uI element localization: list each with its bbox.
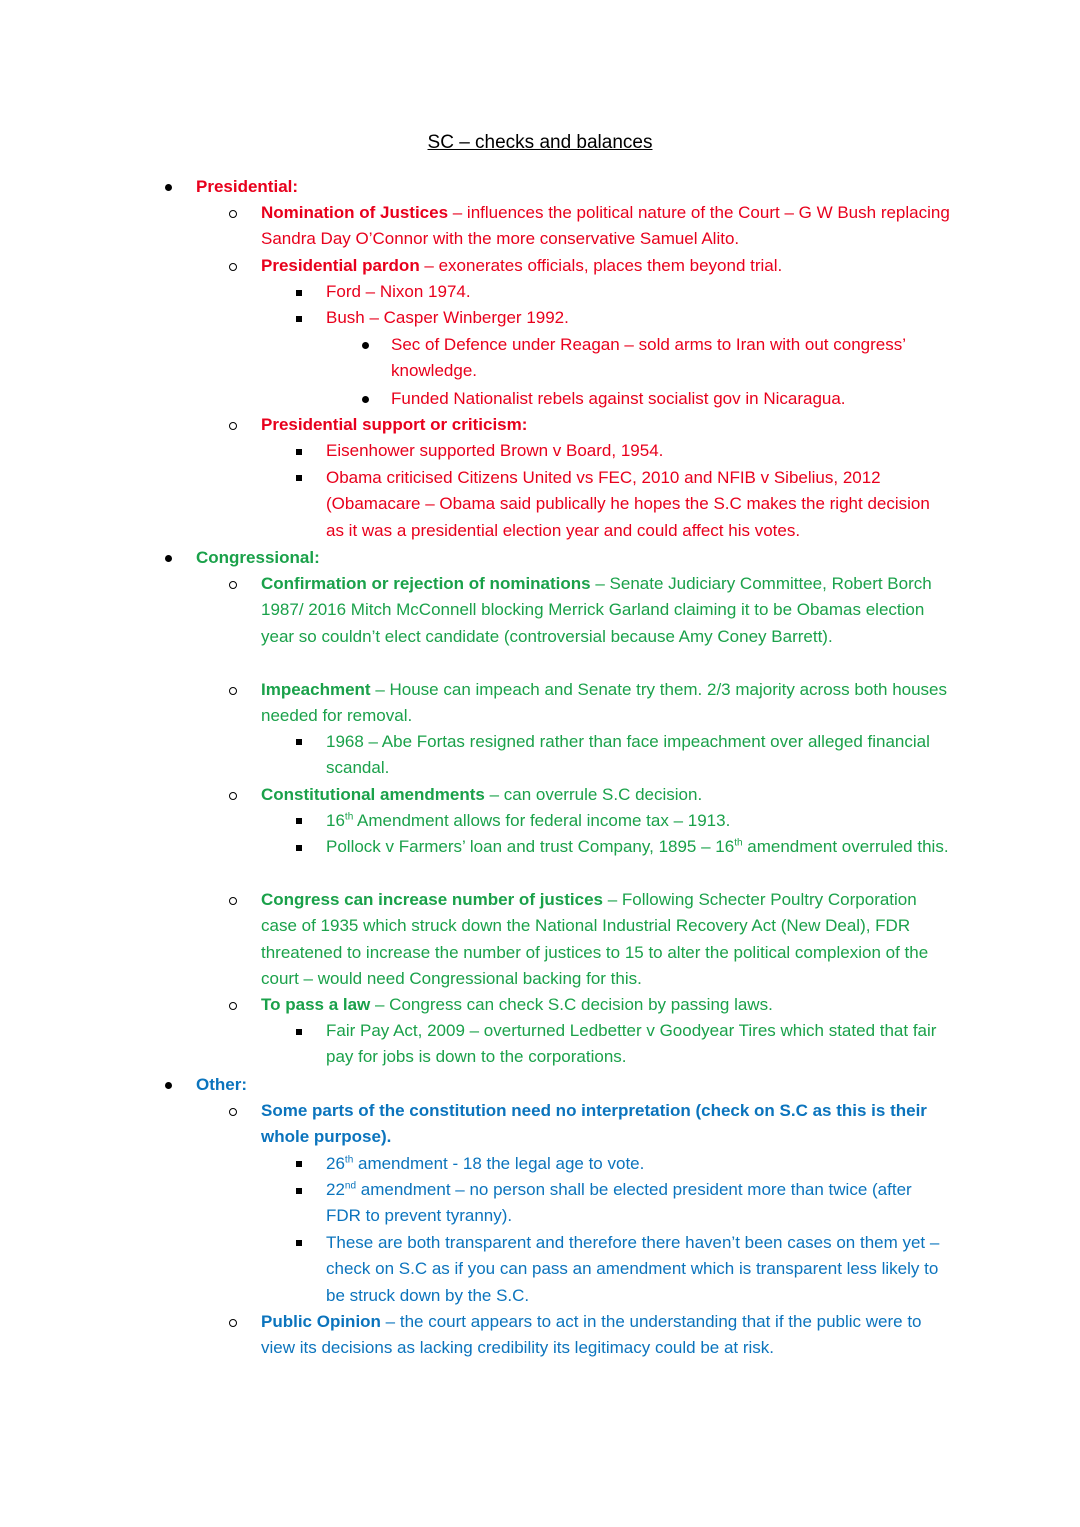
square-bullet-icon xyxy=(296,1029,302,1035)
circle-bullet-icon xyxy=(229,687,237,695)
amendment-number: 16 xyxy=(326,811,345,830)
bullet-icon xyxy=(362,342,369,349)
item-confirmation xyxy=(261,571,951,650)
subitem-transparent: These are both transparent and therefore there haven’t been cases on them yet – check on S.C as if you can pass an amendment which is transparent less likely to be struck down by the S.C. xyxy=(326,1233,940,1305)
section-heading-presidential: Presidential: xyxy=(196,177,299,196)
subitem-twentysixth xyxy=(326,1151,951,1177)
item-text: – Senate Judiciary Committee, Robert Borch 1987/ 2016 Mitch McConnell blocking Merrick Garland claiming it to be Obamas election year so couldn’t elect candidate (controversial because Amy Coney Barrett). xyxy=(261,574,932,646)
item-title: To pass a law xyxy=(261,995,371,1014)
item-text: – influences the political nature of the Court – G W Bush replacing Sandra Day O’Connor with the more conservative Samuel Alito. xyxy=(261,203,950,249)
circle-bullet-icon xyxy=(229,210,237,218)
subitem-ford: Ford – Nixon 1974. xyxy=(326,282,471,301)
bullet-icon xyxy=(165,184,172,191)
item-text: – exonerates officials, places them beyond trial. xyxy=(419,256,783,275)
bullet-icon xyxy=(362,396,369,403)
circle-bullet-icon xyxy=(229,263,237,271)
bullet-icon xyxy=(165,1082,172,1089)
ordinal-suffix: nd xyxy=(344,1180,357,1192)
item-pardon xyxy=(261,253,951,279)
item-text: – Following Schecter Poultry Corporation case of 1935 which struck down the National Industrial Recovery Act (New Deal), FDR threatened to increase the number of justices to 15 to alter the political complexion of the court – would need Congressional backing for this. xyxy=(261,890,929,989)
circle-bullet-icon xyxy=(229,1108,237,1116)
circle-bullet-icon xyxy=(229,792,237,800)
item-text: – Congress can check S.C decision by passing laws. xyxy=(370,995,773,1014)
subitem-text: amendment - 18 the legal age to vote. xyxy=(353,1154,645,1173)
amendment-number: 22 xyxy=(326,1180,345,1199)
item-title: Public Opinion xyxy=(261,1312,381,1331)
item-text: – House can impeach and Senate try them. 2/3 majority across both houses needed for removal. xyxy=(261,680,948,726)
subitem-fairpay: Fair Pay Act, 2009 – overturned Ledbetter v Goodyear Tires which stated that fair pay for jobs is down to the corporations. xyxy=(326,1021,937,1067)
subitem-pollock xyxy=(326,834,951,860)
item-amendments xyxy=(261,782,951,808)
subitem-text: amendment – no person shall be elected president more than twice (after FDR to prevent tyranny). xyxy=(326,1180,912,1226)
square-bullet-icon xyxy=(296,475,302,481)
square-bullet-icon xyxy=(296,1240,302,1246)
square-bullet-icon xyxy=(296,449,302,455)
subsubitem-secdef: Sec of Defence under Reagan – sold arms to Iran with out congress’ knowledge. xyxy=(391,335,906,381)
item-no-interpretation: Some parts of the constitution need no interpretation (check on S.C as this is their whole purpose). xyxy=(261,1101,927,1147)
item-nomination xyxy=(261,200,951,253)
circle-bullet-icon xyxy=(229,897,237,905)
square-bullet-icon xyxy=(296,845,302,851)
item-title: Congress can increase number of justices xyxy=(261,890,604,909)
ordinal-suffix: th xyxy=(344,1154,354,1166)
subitem-twentysecond xyxy=(326,1177,951,1230)
subitem-eisenhower: Eisenhower supported Brown v Board, 1954. xyxy=(326,441,664,460)
item-impeachment xyxy=(261,677,951,730)
ordinal-suffix: th xyxy=(344,811,354,823)
item-support: Presidential support or criticism: xyxy=(261,415,528,434)
subitem-fortas: 1968 – Abe Fortas resigned rather than face impeachment over alleged financial scandal. xyxy=(326,732,930,778)
page-title: SC – checks and balances xyxy=(427,132,653,153)
item-title: Confirmation or rejection of nominations xyxy=(261,574,591,593)
square-bullet-icon xyxy=(296,1188,302,1194)
square-bullet-icon xyxy=(296,1161,302,1167)
square-bullet-icon xyxy=(296,739,302,745)
subitem-sixteenth xyxy=(326,808,951,834)
item-title: Impeachment xyxy=(261,680,371,699)
circle-bullet-icon xyxy=(229,1319,237,1327)
section-heading-congressional: Congressional: xyxy=(196,548,320,567)
circle-bullet-icon xyxy=(229,581,237,589)
subitem-text: amendment overruled this. xyxy=(742,837,949,856)
circle-bullet-icon xyxy=(229,422,237,430)
square-bullet-icon xyxy=(296,316,302,322)
square-bullet-icon xyxy=(296,818,302,824)
item-increase-justices xyxy=(261,887,951,993)
item-pass-law xyxy=(261,992,951,1018)
subitem-text: Amendment allows for federal income tax – 1913. xyxy=(353,811,731,830)
subitem-bush: Bush – Casper Winberger 1992. xyxy=(326,308,569,327)
subitem-obama: Obama criticised Citizens United vs FEC, 2010 and NFIB v Sibelius, 2012 (Obamacare – Obama said publically he hopes the S.C makes the right decision as it was a presidential election year and could affect his votes. xyxy=(326,468,930,540)
square-bullet-icon xyxy=(296,290,302,296)
item-title: Constitutional amendments xyxy=(261,785,485,804)
section-heading-other: Other: xyxy=(196,1075,247,1094)
bullet-icon xyxy=(165,555,172,562)
amendment-number: 26 xyxy=(326,1154,345,1173)
subsubitem-funded: Funded Nationalist rebels against socialist gov in Nicaragua. xyxy=(391,389,846,408)
subitem-text: Pollock v Farmers’ loan and trust Company, 1895 – 16 xyxy=(326,837,735,856)
ordinal-suffix: th xyxy=(734,837,743,849)
item-title: Presidential pardon xyxy=(261,256,420,275)
circle-bullet-icon xyxy=(229,1002,237,1010)
item-title: Nomination of Justices xyxy=(261,203,449,222)
item-text: – the court appears to act in the understanding that if the public were to view its decisions as lacking credibility its legitimacy could be at risk. xyxy=(261,1312,922,1358)
item-text: – can overrule S.C decision. xyxy=(484,785,703,804)
item-public-opinion xyxy=(261,1309,951,1362)
